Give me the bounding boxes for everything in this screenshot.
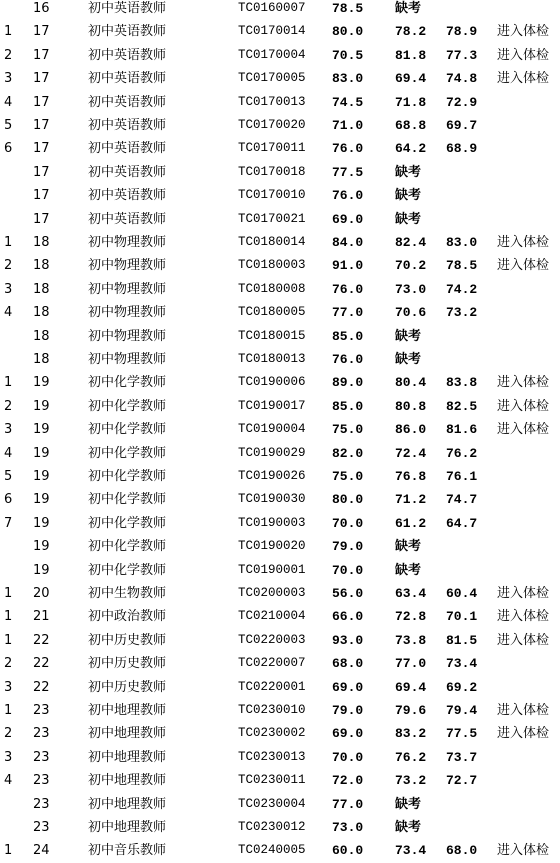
position-name-cell: 初中英语教师 [88, 118, 167, 133]
table-row [0, 418, 560, 441]
interview-score-cell: 80.8 [395, 398, 427, 414]
position-name-cell: 初中地理教师 [88, 820, 167, 835]
total-score-cell: 78.9 [446, 24, 478, 40]
remark-cell: 进入体检 [497, 703, 550, 718]
written-score-cell: 80.0 [332, 492, 364, 508]
position-name-cell: 初中物理教师 [88, 352, 167, 367]
table-row [0, 652, 560, 675]
rank-cell: 2 [4, 258, 13, 274]
absent-mark-cell: 缺考 [395, 328, 422, 344]
written-score-cell: 56.0 [332, 586, 364, 601]
interview-score-cell: 63.4 [395, 586, 427, 601]
remark-cell: 进入体检 [497, 24, 550, 40]
written-score-cell: 73.0 [332, 820, 364, 835]
position-name-cell: 初中化学教师 [88, 445, 167, 461]
written-score-cell: 76.0 [332, 281, 364, 297]
ticket-id-cell: TC0190006 [238, 375, 306, 390]
written-score-cell: 91.0 [332, 258, 364, 274]
ticket-id-cell: TC0210004 [238, 609, 306, 624]
position-name-cell: 初中政治教师 [88, 609, 167, 625]
remark-cell: 进入体检 [497, 398, 550, 414]
ticket-id-cell: TC0170010 [238, 188, 306, 203]
rank-cell: 6 [4, 492, 13, 508]
interview-score-cell: 72.4 [395, 445, 427, 461]
post-number-cell: 16 [33, 1, 50, 16]
post-number-cell: 19 [33, 469, 50, 484]
interview-score-cell: 76.2 [395, 749, 427, 765]
ticket-id-cell: TC0190020 [238, 539, 306, 554]
table-row [0, 254, 560, 277]
remark-cell: 进入体检 [497, 375, 550, 391]
table-row [0, 348, 560, 371]
table-row [0, 301, 560, 324]
post-number-cell: 17 [33, 71, 50, 87]
post-number-cell: 19 [33, 492, 50, 508]
total-score-cell: 73.7 [446, 749, 478, 765]
post-number-cell: 17 [33, 47, 50, 63]
total-score-cell: 83.8 [446, 375, 478, 391]
rank-cell: 1 [4, 609, 13, 625]
interview-score-cell: 72.8 [395, 609, 427, 625]
post-number-cell: 23 [33, 820, 50, 835]
post-number-cell: 18 [33, 305, 50, 321]
position-name-cell: 初中化学教师 [88, 515, 167, 531]
ticket-id-cell: TC0170005 [238, 71, 306, 86]
table-row [0, 325, 560, 348]
rank-cell: 1 [4, 843, 13, 859]
total-score-cell: 70.1 [446, 609, 478, 625]
table-row [0, 20, 560, 43]
position-name-cell: 初中英语教师 [88, 47, 167, 63]
table-row [0, 371, 560, 394]
rank-cell: 2 [4, 398, 13, 414]
ticket-id-cell: TC0230013 [238, 749, 306, 764]
total-score-cell: 82.5 [446, 398, 478, 414]
written-score-cell: 80.0 [332, 24, 364, 40]
position-name-cell: 初中化学教师 [88, 492, 167, 508]
post-number-cell: 22 [33, 656, 50, 672]
ticket-id-cell: TC0180005 [238, 305, 306, 320]
post-number-cell: 23 [33, 773, 50, 789]
ticket-id-cell: TC0200003 [238, 586, 306, 600]
ticket-id-cell: TC0220003 [238, 632, 306, 647]
table-row [0, 395, 560, 418]
interview-score-cell: 73.4 [395, 843, 427, 859]
ticket-id-cell: TC0230004 [238, 796, 306, 811]
post-number-cell: 17 [33, 211, 50, 227]
ticket-id-cell: TC0170004 [238, 47, 306, 62]
rank-cell: 6 [4, 141, 13, 157]
interview-score-cell: 83.2 [395, 726, 427, 742]
table-row [0, 559, 560, 582]
table-row [0, 676, 560, 699]
rank-cell: 4 [4, 94, 13, 110]
written-score-cell: 85.0 [332, 328, 364, 344]
absent-mark-cell: 缺考 [395, 539, 422, 555]
post-number-cell: 19 [33, 515, 50, 531]
interview-score-cell: 82.4 [395, 235, 427, 250]
rank-cell: 1 [4, 703, 13, 718]
total-score-cell: 76.2 [446, 445, 478, 461]
post-number-cell: 22 [33, 632, 50, 648]
table-row [0, 465, 560, 488]
total-score-cell: 73.4 [446, 656, 478, 672]
rank-cell: 3 [4, 749, 13, 765]
post-number-cell: 18 [33, 328, 50, 344]
table-row [0, 208, 560, 231]
table-row [0, 0, 560, 20]
total-score-cell: 73.2 [446, 305, 478, 321]
interview-score-cell: 86.0 [395, 422, 427, 438]
ticket-id-cell: TC0230011 [238, 773, 306, 788]
rank-cell: 2 [4, 47, 13, 63]
position-name-cell: 初中音乐教师 [88, 843, 167, 859]
position-name-cell: 初中英语教师 [88, 141, 167, 157]
post-number-cell: 24 [33, 843, 50, 859]
table-row [0, 535, 560, 558]
written-score-cell: 84.0 [332, 235, 364, 250]
table-row [0, 114, 560, 137]
rank-cell: 2 [4, 726, 13, 742]
ticket-id-cell: TC0170011 [238, 141, 306, 156]
table-row [0, 44, 560, 67]
remark-cell: 进入体检 [497, 632, 550, 648]
position-name-cell: 初中历史教师 [88, 656, 167, 672]
position-name-cell: 初中英语教师 [88, 164, 167, 180]
post-number-cell: 23 [33, 703, 50, 718]
written-score-cell: 70.0 [332, 515, 364, 531]
interview-score-cell: 73.2 [395, 773, 427, 789]
interview-score-cell: 70.2 [395, 258, 427, 274]
table-row [0, 793, 560, 816]
written-score-cell: 79.0 [332, 539, 364, 555]
written-score-cell: 77.0 [332, 796, 364, 812]
position-name-cell: 初中化学教师 [88, 375, 167, 391]
post-number-cell: 18 [33, 352, 50, 367]
absent-mark-cell: 缺考 [395, 1, 422, 16]
written-score-cell: 69.0 [332, 726, 364, 742]
written-score-cell: 74.5 [332, 94, 364, 110]
ticket-id-cell: TC0190030 [238, 492, 306, 507]
written-score-cell: 70.0 [332, 749, 364, 765]
ticket-id-cell: TC0230012 [238, 820, 306, 834]
table-row [0, 488, 560, 511]
position-name-cell: 初中物理教师 [88, 258, 167, 274]
rank-cell: 1 [4, 375, 13, 391]
rank-cell: 5 [4, 469, 13, 484]
absent-mark-cell: 缺考 [395, 211, 422, 227]
table-row [0, 137, 560, 160]
ticket-id-cell: TC0180008 [238, 281, 306, 296]
post-number-cell: 19 [33, 398, 50, 414]
total-score-cell: 74.2 [446, 281, 478, 297]
table-row [0, 816, 560, 839]
post-number-cell: 17 [33, 94, 50, 110]
rank-cell: 3 [4, 422, 13, 438]
table-row [0, 67, 560, 90]
written-score-cell: 68.0 [332, 656, 364, 672]
position-name-cell: 初中物理教师 [88, 305, 167, 321]
rank-cell: 5 [4, 118, 13, 133]
post-number-cell: 19 [33, 562, 50, 578]
total-score-cell: 69.2 [446, 679, 478, 695]
remark-cell: 进入体检 [497, 726, 550, 742]
written-score-cell: 77.5 [332, 164, 364, 180]
interview-score-cell: 76.8 [395, 469, 427, 484]
written-score-cell: 75.0 [332, 469, 364, 484]
written-score-cell: 66.0 [332, 609, 364, 625]
interview-score-cell: 61.2 [395, 515, 427, 531]
interview-score-cell: 71.2 [395, 492, 427, 508]
table-row [0, 769, 560, 792]
position-name-cell: 初中英语教师 [88, 188, 167, 204]
total-score-cell: 72.9 [446, 94, 478, 110]
post-number-cell: 18 [33, 235, 50, 250]
position-name-cell: 初中化学教师 [88, 422, 167, 438]
ticket-id-cell: TC0180015 [238, 328, 306, 343]
remark-cell: 进入体检 [497, 71, 550, 87]
written-score-cell: 82.0 [332, 445, 364, 461]
written-score-cell: 85.0 [332, 398, 364, 414]
position-name-cell: 初中英语教师 [88, 211, 167, 227]
interview-score-cell: 69.4 [395, 679, 427, 695]
total-score-cell: 81.6 [446, 422, 478, 438]
table-row [0, 184, 560, 207]
post-number-cell: 18 [33, 281, 50, 297]
position-name-cell: 初中物理教师 [88, 235, 167, 250]
table-row [0, 605, 560, 628]
interview-score-cell: 81.8 [395, 47, 427, 63]
rank-cell: 3 [4, 679, 13, 695]
position-name-cell: 初中物理教师 [88, 281, 167, 297]
table-row [0, 722, 560, 745]
position-name-cell: 初中化学教师 [88, 469, 167, 484]
table-row [0, 582, 560, 605]
total-score-cell: 76.1 [446, 469, 478, 484]
position-name-cell: 初中化学教师 [88, 562, 167, 578]
rank-cell: 4 [4, 445, 13, 461]
total-score-cell: 77.3 [446, 47, 478, 63]
ticket-id-cell: TC0180003 [238, 258, 306, 273]
remark-cell: 进入体检 [497, 47, 550, 63]
written-score-cell: 60.0 [332, 843, 364, 859]
written-score-cell: 76.0 [332, 188, 364, 204]
table-row [0, 442, 560, 465]
rank-cell: 3 [4, 71, 13, 87]
written-score-cell: 89.0 [332, 375, 364, 391]
ticket-id-cell: TC0190004 [238, 422, 306, 437]
rank-cell: 2 [4, 656, 13, 672]
total-score-cell: 81.5 [446, 632, 478, 648]
interview-score-cell: 73.0 [395, 281, 427, 297]
ticket-id-cell: TC0170021 [238, 211, 306, 226]
position-name-cell: 初中地理教师 [88, 796, 167, 812]
absent-mark-cell: 缺考 [395, 562, 422, 578]
position-name-cell: 初中地理教师 [88, 749, 167, 765]
remark-cell: 进入体检 [497, 609, 550, 625]
written-score-cell: 76.0 [332, 141, 364, 157]
remark-cell: 进入体检 [497, 422, 550, 438]
absent-mark-cell: 缺考 [395, 352, 422, 367]
post-number-cell: 19 [33, 422, 50, 438]
ticket-id-cell: TC0230002 [238, 726, 306, 741]
total-score-cell: 79.4 [446, 703, 478, 718]
table-row [0, 91, 560, 114]
written-score-cell: 83.0 [332, 71, 364, 87]
interview-score-cell: 73.8 [395, 632, 427, 648]
post-number-cell: 23 [33, 796, 50, 812]
total-score-cell: 69.7 [446, 118, 478, 133]
ticket-id-cell: TC0240005 [238, 843, 306, 858]
rank-cell: 4 [4, 305, 13, 321]
post-number-cell: 17 [33, 188, 50, 204]
ticket-id-cell: TC0170013 [238, 94, 306, 109]
position-name-cell: 初中历史教师 [88, 632, 167, 648]
rank-cell: 1 [4, 235, 13, 250]
position-name-cell: 初中地理教师 [88, 726, 167, 742]
ticket-id-cell: TC0160007 [238, 1, 306, 15]
total-score-cell: 72.7 [446, 773, 478, 789]
position-name-cell: 初中地理教师 [88, 773, 167, 789]
total-score-cell: 68.9 [446, 141, 478, 157]
post-number-cell: 21 [33, 609, 50, 625]
table-row [0, 161, 560, 184]
rank-cell: 1 [4, 24, 13, 40]
post-number-cell: 17 [33, 164, 50, 180]
post-number-cell: 19 [33, 445, 50, 461]
position-name-cell: 初中英语教师 [88, 24, 167, 40]
post-number-cell: 19 [33, 375, 50, 391]
remark-cell: 进入体检 [497, 258, 550, 274]
interview-score-cell: 77.0 [395, 656, 427, 672]
table-row [0, 699, 560, 722]
interview-score-cell: 64.2 [395, 141, 427, 157]
written-score-cell: 70.5 [332, 47, 364, 63]
rank-cell: 7 [4, 515, 13, 531]
absent-mark-cell: 缺考 [395, 188, 422, 204]
position-name-cell: 初中英语教师 [88, 1, 167, 16]
written-score-cell: 69.0 [332, 679, 364, 695]
written-score-cell: 93.0 [332, 632, 364, 648]
rank-cell: 4 [4, 773, 13, 789]
ticket-id-cell: TC0190026 [238, 469, 306, 483]
total-score-cell: 77.5 [446, 726, 478, 742]
interview-score-cell: 71.8 [395, 94, 427, 110]
ticket-id-cell: TC0170014 [238, 24, 306, 39]
table-row [0, 629, 560, 652]
ticket-id-cell: TC0190029 [238, 445, 306, 460]
post-number-cell: 22 [33, 679, 50, 695]
table-row [0, 839, 560, 862]
position-name-cell: 初中生物教师 [88, 586, 167, 601]
position-name-cell: 初中英语教师 [88, 94, 167, 110]
total-score-cell: 74.7 [446, 492, 478, 508]
position-name-cell: 初中历史教师 [88, 679, 167, 695]
post-number-cell: 23 [33, 749, 50, 765]
total-score-cell: 83.0 [446, 235, 478, 250]
ticket-id-cell: TC0180013 [238, 352, 306, 366]
ticket-id-cell: TC0170020 [238, 118, 306, 132]
absent-mark-cell: 缺考 [395, 164, 422, 180]
ticket-id-cell: TC0170018 [238, 164, 306, 179]
interview-score-cell: 80.4 [395, 375, 427, 391]
post-number-cell: 17 [33, 141, 50, 157]
total-score-cell: 78.5 [446, 258, 478, 274]
written-score-cell: 69.0 [332, 211, 364, 227]
position-name-cell: 初中地理教师 [88, 703, 167, 718]
rank-cell: 1 [4, 632, 13, 648]
ticket-id-cell: TC0180014 [238, 235, 306, 249]
table-row [0, 278, 560, 301]
remark-cell: 进入体检 [497, 843, 550, 859]
ticket-id-cell: TC0220007 [238, 656, 306, 671]
post-number-cell: 23 [33, 726, 50, 742]
interview-score-cell: 79.6 [395, 703, 427, 718]
remark-cell: 进入体检 [497, 586, 550, 601]
written-score-cell: 72.0 [332, 773, 364, 789]
post-number-cell: 18 [33, 258, 50, 274]
ticket-id-cell: TC0220001 [238, 679, 306, 694]
post-number-cell: 20 [33, 586, 50, 601]
total-score-cell: 74.8 [446, 71, 478, 87]
written-score-cell: 70.0 [332, 562, 364, 578]
total-score-cell: 64.7 [446, 515, 478, 531]
interview-score-cell: 70.6 [395, 305, 427, 321]
post-number-cell: 19 [33, 539, 50, 555]
ticket-id-cell: TC0230010 [238, 703, 306, 717]
table-row [0, 512, 560, 535]
absent-mark-cell: 缺考 [395, 820, 422, 835]
position-name-cell: 初中化学教师 [88, 398, 167, 414]
written-score-cell: 76.0 [332, 352, 364, 367]
interview-score-cell: 69.4 [395, 71, 427, 87]
table-row [0, 231, 560, 254]
ticket-id-cell: TC0190003 [238, 515, 306, 530]
interview-score-cell: 78.2 [395, 24, 427, 40]
position-name-cell: 初中物理教师 [88, 328, 167, 344]
ticket-id-cell: TC0190001 [238, 562, 306, 577]
post-number-cell: 17 [33, 24, 50, 40]
written-score-cell: 77.0 [332, 305, 364, 321]
ticket-id-cell: TC0190017 [238, 398, 306, 413]
rank-cell: 3 [4, 281, 13, 297]
written-score-cell: 78.5 [332, 1, 364, 16]
remark-cell: 进入体检 [497, 235, 550, 250]
written-score-cell: 75.0 [332, 422, 364, 438]
table-row [0, 746, 560, 769]
absent-mark-cell: 缺考 [395, 796, 422, 812]
total-score-cell: 68.0 [446, 843, 478, 859]
total-score-cell: 60.4 [446, 586, 478, 601]
position-name-cell: 初中化学教师 [88, 539, 167, 555]
rank-cell: 1 [4, 586, 13, 601]
post-number-cell: 17 [33, 118, 50, 133]
written-score-cell: 71.0 [332, 118, 364, 133]
interview-score-cell: 68.8 [395, 118, 427, 133]
written-score-cell: 79.0 [332, 703, 364, 718]
position-name-cell: 初中英语教师 [88, 71, 167, 87]
